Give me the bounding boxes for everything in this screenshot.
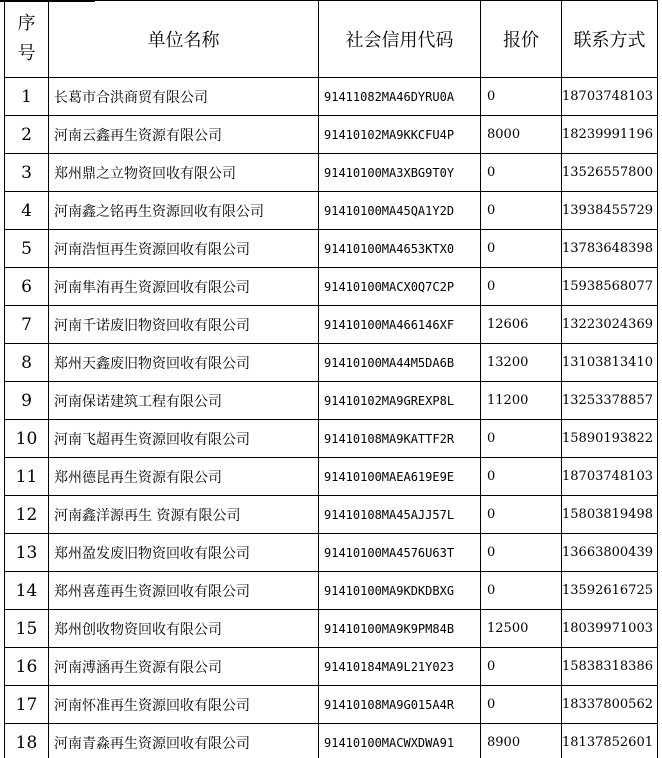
table-row [5, 496, 658, 534]
row-price: 0 [481, 230, 562, 268]
row-contact: 13783648398 [562, 230, 658, 268]
header-seq-line1: 序 [17, 13, 36, 34]
row-name: 郑州盈发废旧物资回收有限公司 [49, 534, 319, 572]
row-name: 郑州喜莲再生资源回收有限公司 [49, 572, 319, 610]
header-row [5, 1, 658, 78]
row-contact: 13526557800 [562, 154, 658, 192]
row-contact: 15803819498 [562, 496, 658, 534]
row-price: 12500 [481, 610, 562, 648]
row-contact: 18703748103 [562, 78, 658, 116]
row-price: 0 [481, 458, 562, 496]
row-contact: 15890193822 [562, 420, 658, 458]
row-code: 91410100MACX0Q7C2P [319, 268, 481, 306]
row-name: 河南千诺废旧物资回收有限公司 [49, 306, 319, 344]
row-seq: 16 [5, 648, 49, 686]
row-seq: 8 [5, 344, 49, 382]
row-price: 0 [481, 420, 562, 458]
row-code: 91410108MA45AJJ57L [319, 496, 481, 534]
row-price: 8900 [481, 724, 562, 758]
row-seq: 14 [5, 572, 49, 610]
table-row [5, 686, 658, 724]
row-name: 河南溥涵再生资源有限公司 [49, 648, 319, 686]
table-row [5, 648, 658, 686]
row-contact: 18703748103 [562, 458, 658, 496]
table-row [5, 610, 658, 648]
row-code: 91410100MA9K9PM84B [319, 610, 481, 648]
row-contact: 15838318386 [562, 648, 658, 686]
header-contact: 联系方式 [562, 1, 658, 78]
table-row [5, 724, 658, 758]
row-price: 11200 [481, 382, 562, 420]
row-seq: 3 [5, 154, 49, 192]
row-seq: 18 [5, 724, 49, 758]
table-row [5, 154, 658, 192]
row-code: 91410100MA44M5DA6B [319, 344, 481, 382]
row-code: 91410100MAEA619E9E [319, 458, 481, 496]
row-name: 河南鑫洋源再生 资源有限公司 [49, 496, 319, 534]
table-row [5, 534, 658, 572]
row-name: 河南怀准再生资源回收有限公司 [49, 686, 319, 724]
row-seq: 15 [5, 610, 49, 648]
table-row [5, 78, 658, 116]
row-code: 91410100MA45QA1Y2D [319, 192, 481, 230]
row-name: 河南青淼再生资源回收有限公司 [49, 724, 319, 758]
row-code: 91410100MA4576U63T [319, 534, 481, 572]
row-code: 91410100MA3XBG9T0Y [319, 154, 481, 192]
row-seq: 17 [5, 686, 49, 724]
row-name: 河南鑫之铭再生资源回收有限公司 [49, 192, 319, 230]
table-row [5, 230, 658, 268]
row-contact: 13938455729 [562, 192, 658, 230]
row-contact: 18137852601 [562, 724, 658, 758]
row-contact: 18239991196 [562, 116, 658, 154]
row-contact: 15938568077 [562, 268, 658, 306]
row-seq: 4 [5, 192, 49, 230]
row-contact: 13663800439 [562, 534, 658, 572]
table-row [5, 572, 658, 610]
row-code: 91410100MA4653KTX0 [319, 230, 481, 268]
table-row [5, 458, 658, 496]
row-code: 91410108MA9KATTF2R [319, 420, 481, 458]
row-code: 91410100MA9KDKDBXG [319, 572, 481, 610]
row-contact: 18337800562 [562, 686, 658, 724]
row-name: 河南隼洧再生资源回收有限公司 [49, 268, 319, 306]
row-contact: 13103813410 [562, 344, 658, 382]
bidder-table [4, 0, 658, 758]
row-name: 郑州鼎之立物资回收有限公司 [49, 154, 319, 192]
table-row [5, 192, 658, 230]
table-row [5, 116, 658, 154]
row-contact: 18039971003 [562, 610, 658, 648]
table-row [5, 420, 658, 458]
row-price: 0 [481, 648, 562, 686]
row-price: 12606 [481, 306, 562, 344]
row-seq: 2 [5, 116, 49, 154]
table-row [5, 344, 658, 382]
row-name: 郑州天鑫废旧物资回收有限公司 [49, 344, 319, 382]
header-seq [5, 1, 49, 78]
row-price: 0 [481, 686, 562, 724]
row-seq: 11 [5, 458, 49, 496]
row-price: 0 [481, 78, 562, 116]
row-code: 91410108MA9G015A4R [319, 686, 481, 724]
row-contact: 13223024369 [562, 306, 658, 344]
row-seq: 13 [5, 534, 49, 572]
row-seq: 5 [5, 230, 49, 268]
header-price: 报价 [481, 1, 562, 78]
row-name: 河南保诺建筑工程有限公司 [49, 382, 319, 420]
row-price: 0 [481, 572, 562, 610]
row-price: 0 [481, 534, 562, 572]
row-code: 91410102MA9GREXP8L [319, 382, 481, 420]
row-seq: 9 [5, 382, 49, 420]
row-price: 0 [481, 496, 562, 534]
row-name: 郑州创收物资回收有限公司 [49, 610, 319, 648]
row-code: 91410184MA9L21Y023 [319, 648, 481, 686]
table-row [5, 306, 658, 344]
row-name: 河南浩恒再生资源回收有限公司 [49, 230, 319, 268]
row-seq: 10 [5, 420, 49, 458]
row-price: 0 [481, 268, 562, 306]
row-seq: 6 [5, 268, 49, 306]
row-seq: 12 [5, 496, 49, 534]
header-seq-line2: 号 [17, 43, 36, 64]
row-price: 8000 [481, 116, 562, 154]
row-seq: 1 [5, 78, 49, 116]
row-contact: 13253378857 [562, 382, 658, 420]
row-price: 0 [481, 154, 562, 192]
header-code: 社会信用代码 [319, 1, 481, 78]
row-code: 91410100MACWXDWA91 [319, 724, 481, 758]
row-code: 91410102MA9KKCFU4P [319, 116, 481, 154]
table-row [5, 382, 658, 420]
row-seq: 7 [5, 306, 49, 344]
row-code: 91410100MA466146XF [319, 306, 481, 344]
row-name: 长葛市合洪商贸有限公司 [49, 78, 319, 116]
row-name: 河南云鑫再生资源有限公司 [49, 116, 319, 154]
row-code: 91411082MA46DYRU0A [319, 78, 481, 116]
row-contact: 13592616725 [562, 572, 658, 610]
header-name: 单位名称 [49, 1, 319, 78]
row-name: 河南飞超再生资源回收有限公司 [49, 420, 319, 458]
row-price: 0 [481, 192, 562, 230]
row-name: 郑州德昆再生资源有限公司 [49, 458, 319, 496]
table-row [5, 268, 658, 306]
row-price: 13200 [481, 344, 562, 382]
